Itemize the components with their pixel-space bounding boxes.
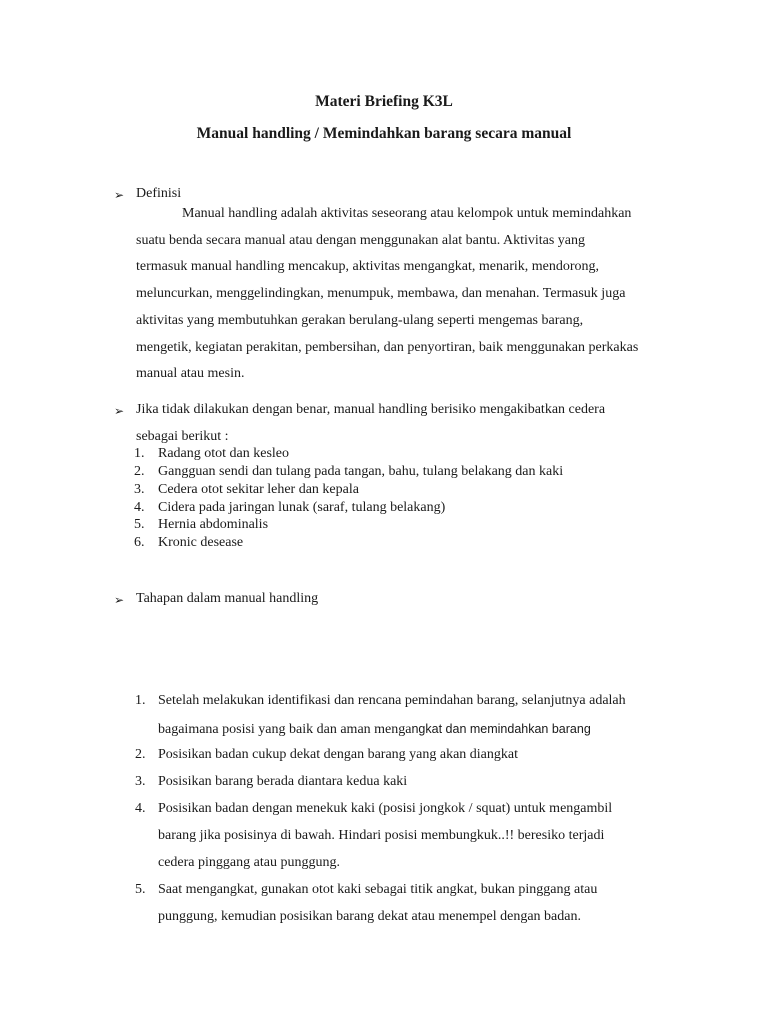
definisi-line: Manual handling adalah aktivitas seseorang atau kelompok untuk memindahkan bbox=[182, 206, 632, 221]
tahapan-heading: Tahapan dalam manual handling bbox=[136, 591, 319, 606]
step-line: cedera pinggang atau punggung. bbox=[158, 855, 340, 870]
list-item: Gangguan sendi dan tulang pada tangan, bahu, tulang belakang dan kaki bbox=[158, 464, 564, 479]
bullet-arrow-icon: ➢ bbox=[114, 188, 125, 202]
step-line-mixed bbox=[158, 720, 591, 738]
step-number: 3. bbox=[135, 774, 146, 789]
definisi-line: termasuk manual handling mencakup, aktivitas mengangkat, menarik, mendorong, bbox=[136, 259, 600, 274]
step-line: punggung, kemudian posisikan barang dekat atau menempel dengan badan. bbox=[158, 909, 581, 924]
definisi-line: meluncurkan, menggelindingkan, menumpuk, membawa, dan menahan. Termasuk juga bbox=[136, 286, 626, 301]
list-item-number: 4. bbox=[134, 500, 145, 515]
step-line: Posisikan barang berada diantara kedua kaki bbox=[158, 774, 408, 789]
list-item: Cidera pada jaringan lunak (saraf, tulang belakang) bbox=[158, 500, 446, 515]
step-line: Posisikan badan cukup dekat dengan barang yang akan diangkat bbox=[158, 747, 519, 762]
risiko-intro-line: Jika tidak dilakukan dengan benar, manual handling berisiko mengakibatkan cedera bbox=[136, 402, 606, 417]
definisi-heading: Definisi bbox=[136, 186, 182, 201]
list-item: Radang otot dan kesleo bbox=[158, 446, 290, 461]
step-line: Setelah melakukan identifikasi dan rencana pemindahan barang, selanjutnya adalah bbox=[158, 693, 626, 708]
bullet-arrow-icon: ➢ bbox=[114, 593, 125, 607]
step-number: 4. bbox=[135, 801, 146, 816]
list-item-number: 5. bbox=[134, 517, 145, 532]
step-line: Saat mengangkat, gunakan otot kaki sebagai titik angkat, bukan pinggang atau bbox=[158, 882, 598, 897]
step-line-serif-part: bagaimana posisi yang baik dan aman menga bbox=[158, 722, 412, 737]
definisi-line: suatu benda secara manual atau dengan menggunakan alat bantu. Aktivitas yang bbox=[136, 233, 586, 248]
definisi-line: manual atau mesin. bbox=[136, 366, 245, 381]
step-number: 1. bbox=[135, 693, 146, 708]
definisi-line: mengetik, kegiatan perakitan, pembersihan, dan penyortiran, baik menggunakan perkakas bbox=[136, 340, 639, 355]
step-number: 5. bbox=[135, 882, 146, 897]
definisi-line: aktivitas yang membutuhkan gerakan berulang-ulang seperti mengemas barang, bbox=[136, 313, 584, 328]
list-item-number: 1. bbox=[134, 446, 145, 461]
list-item-number: 6. bbox=[134, 535, 145, 550]
step-line: barang jika posisinya di bawah. Hindari posisi membungkuk..!! beresiko terjadi bbox=[158, 828, 605, 843]
list-item-number: 2. bbox=[134, 464, 145, 479]
list-item: Cedera otot sekitar leher dan kepala bbox=[158, 482, 359, 497]
list-item-number: 3. bbox=[134, 482, 145, 497]
bullet-arrow-icon: ➢ bbox=[114, 404, 125, 418]
risiko-intro-line: sebagai berikut : bbox=[136, 429, 229, 444]
step-line: Posisikan badan dengan menekuk kaki (posisi jongkok / squat) untuk mengambil bbox=[158, 801, 613, 816]
document-title: Materi Briefing K3L bbox=[315, 93, 453, 110]
document-subtitle: Manual handling / Memindahkan barang secara manual bbox=[196, 125, 572, 142]
step-line-sans-part: ngkat dan memindahkan barang bbox=[411, 722, 591, 736]
step-number: 2. bbox=[135, 747, 146, 762]
list-item: Kronic desease bbox=[158, 535, 244, 550]
list-item: Hernia abdominalis bbox=[158, 517, 269, 532]
